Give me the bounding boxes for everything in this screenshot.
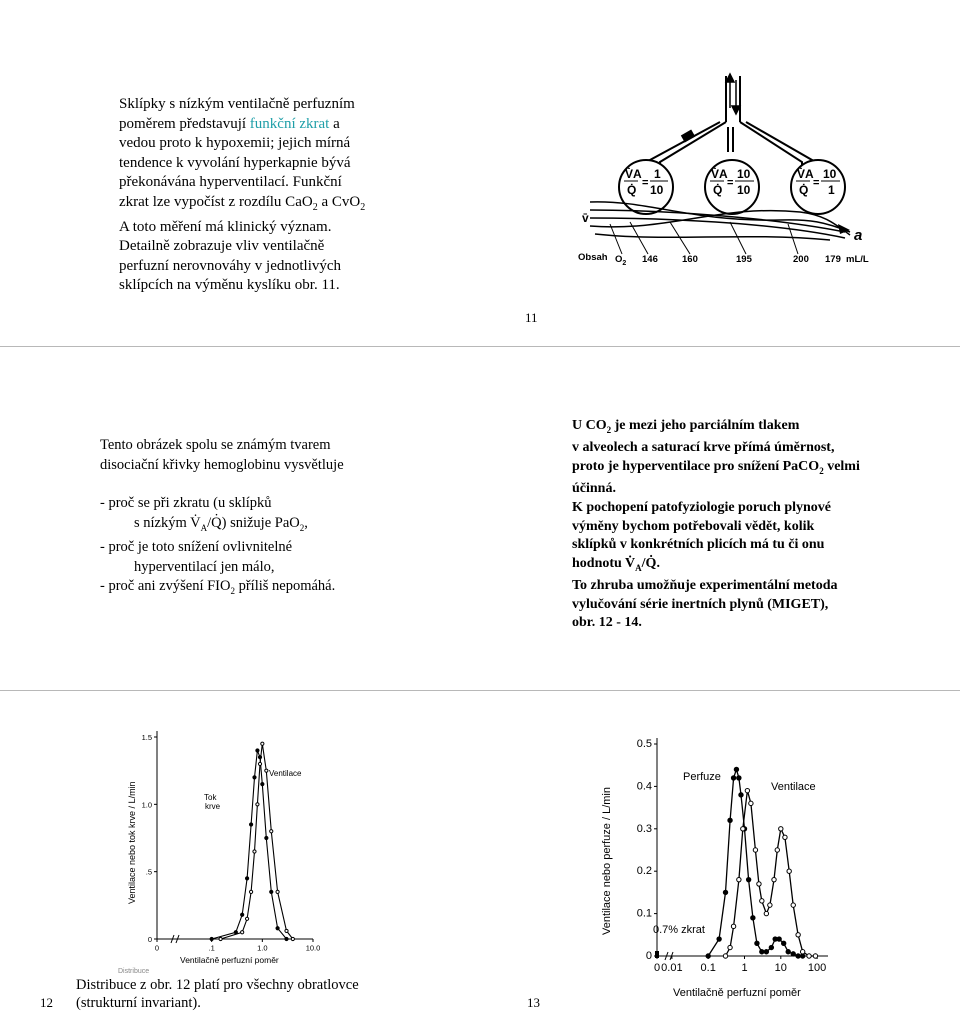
text-run: /Q̇) snižuje PaO xyxy=(207,514,300,531)
x-tick-label: 10 xyxy=(774,962,787,974)
page-number-11: 11 xyxy=(525,310,538,325)
ratio-numerator: 10 xyxy=(737,167,751,181)
data-point xyxy=(800,950,804,954)
text-line: sklípků v konkrétních plicích má tu či onu xyxy=(572,537,825,553)
x-tick-label: 0.01 xyxy=(661,962,683,974)
subscript: 2 xyxy=(299,522,305,533)
flow-label: krve xyxy=(205,802,221,811)
text-line: K pochopení patofyziologie poruch plynové xyxy=(572,499,832,515)
caption-line: (strukturní invariant). xyxy=(76,995,201,1011)
text-line: výměny bychom potřebovali vědět, kolik xyxy=(572,518,815,534)
alveolus-normal xyxy=(705,160,759,214)
ratio-denominator: 1 xyxy=(828,183,835,197)
x-tick-label: 0 xyxy=(154,943,160,953)
text-line: Detailně zobrazuje vliv ventilačně xyxy=(119,238,325,255)
bullet-line xyxy=(100,514,400,538)
o2-value: 200 xyxy=(793,254,809,265)
subscript: 2 xyxy=(606,424,612,435)
y-tick-label: 0.3 xyxy=(636,822,652,835)
text-line: Tento obrázek spolu se známým tvarem xyxy=(100,437,331,453)
content-label: Obsah xyxy=(578,252,608,263)
text-line xyxy=(119,193,419,218)
o2-value: 160 xyxy=(682,254,698,265)
y-tick-label: 0 xyxy=(645,950,652,962)
data-point xyxy=(745,788,749,792)
data-point xyxy=(276,890,279,893)
data-point xyxy=(285,929,288,932)
text-run: velmi xyxy=(823,458,860,474)
caption-line: Distribuce z obr. 12 platí pro všechny obratlovce xyxy=(76,977,359,993)
text-run: hodnotu V̇ xyxy=(572,555,636,571)
figure11-alveoli-diagram xyxy=(570,72,880,272)
data-point xyxy=(728,818,732,822)
y-axis-label: Ventilace nebo tok krve / L/min xyxy=(127,781,137,904)
data-point xyxy=(245,877,248,880)
text-line: perfuzní nerovnováhy v jednotlivých xyxy=(119,257,342,274)
figure12-chart xyxy=(118,722,330,977)
text-run: proto je hyperventilace pro snížení PaCO xyxy=(572,458,820,474)
slide12-left-text xyxy=(100,436,400,602)
text-line: v alveolech a saturací krve přímá úměrnost, xyxy=(572,440,835,456)
equals-sign: = xyxy=(813,177,820,189)
data-point xyxy=(739,793,743,797)
data-point xyxy=(741,827,745,831)
arterial-label: a xyxy=(854,227,863,244)
caption-cut: Distribuce xyxy=(118,968,150,975)
data-point xyxy=(731,924,735,928)
y-tick-label: 0.1 xyxy=(636,907,652,920)
page-number-13: 13 xyxy=(527,995,540,1010)
bullet-line: - proč je toto snížení ovlivnitelné xyxy=(100,539,293,556)
data-point xyxy=(807,954,811,958)
data-point xyxy=(786,950,790,954)
data-point xyxy=(751,916,755,920)
data-point xyxy=(760,899,764,903)
x-axis-label: Ventilačně perfuzní poměr xyxy=(673,987,801,999)
text-run: zkrat lze vypočíst z rozdílu CaO xyxy=(119,193,313,210)
text-run: - proč ani zvýšení FIO xyxy=(100,578,231,595)
text-run: poměrem představují xyxy=(119,115,250,132)
data-point xyxy=(265,836,268,839)
data-point xyxy=(768,903,772,907)
data-point xyxy=(253,850,256,853)
va-label: V̇A xyxy=(625,167,642,181)
va-label: V̇A xyxy=(711,167,728,181)
text-line xyxy=(119,115,419,135)
y-tick-label: .5 xyxy=(145,867,152,877)
text-line: překonávána hyperventilací. Funkční xyxy=(119,174,342,191)
data-point xyxy=(717,937,721,941)
shunt-marker xyxy=(655,951,659,958)
text-run: a xyxy=(329,115,340,132)
data-point xyxy=(285,937,288,940)
subscript: 2 xyxy=(819,465,824,476)
ventilace-label: Ventilace xyxy=(771,781,816,793)
subscript: A xyxy=(635,562,642,573)
y-axis-label: Ventilace nebo perfuze / L/min xyxy=(601,787,613,935)
text-line: vedou proto k hypoxemii; jejich mírná xyxy=(119,135,351,152)
data-point xyxy=(764,911,768,915)
o2-value: 179 xyxy=(825,254,841,265)
va-label: V̇A xyxy=(797,167,814,181)
subscript: 2 xyxy=(230,586,235,597)
subscript: A xyxy=(200,522,208,533)
text-line: Sklípky s nízkým ventilačně perfuzním xyxy=(119,96,355,112)
q-label: Q̇ xyxy=(799,183,809,197)
x-tick-label: 0 xyxy=(653,962,661,974)
page-number-12: 12 xyxy=(40,995,53,1010)
data-point xyxy=(253,776,256,779)
data-point xyxy=(749,801,753,805)
data-point xyxy=(706,954,710,958)
data-point xyxy=(796,933,800,937)
text-run: U CO xyxy=(572,418,607,433)
blank-line xyxy=(100,475,400,494)
y-tick-label: 1.5 xyxy=(141,733,152,742)
data-point xyxy=(261,783,264,786)
y-tick-label: 0.4 xyxy=(636,780,652,793)
ventilation-label: Ventilace xyxy=(269,769,302,778)
o2-value: 146 xyxy=(642,254,658,265)
text-run: příliš nepomáhá. xyxy=(234,578,336,595)
data-point xyxy=(757,882,761,886)
series-line-a xyxy=(212,751,287,940)
data-point xyxy=(265,769,268,772)
separator-top xyxy=(0,346,960,347)
data-point xyxy=(787,869,791,873)
data-point xyxy=(723,890,727,894)
data-point xyxy=(241,931,244,934)
o2-value: 195 xyxy=(736,254,752,265)
text-run: /Q̇. xyxy=(641,555,660,571)
text-line: A toto měření má klinický význam. xyxy=(119,218,332,235)
text-run: je mezi jeho parciálním tlakem xyxy=(611,418,800,433)
series-line-b xyxy=(726,791,816,956)
ratio-denominator: 10 xyxy=(737,183,751,197)
ratio-denominator: 10 xyxy=(650,183,664,197)
data-point xyxy=(210,937,213,940)
subscript: 2 xyxy=(360,201,366,213)
x-tick-label: .1 xyxy=(208,943,215,953)
data-point xyxy=(245,917,248,920)
data-point xyxy=(783,835,787,839)
data-point xyxy=(764,950,768,954)
mixed-venous-label: v̄ xyxy=(582,211,589,225)
data-point xyxy=(772,877,776,881)
data-point xyxy=(755,941,759,945)
equals-sign: = xyxy=(727,177,734,189)
data-point xyxy=(737,877,741,881)
x-tick-label: 0.1 xyxy=(700,962,716,974)
text-line: obr. 12 - 14. xyxy=(572,615,642,631)
data-point xyxy=(219,937,222,940)
data-point xyxy=(256,749,259,752)
data-point xyxy=(813,954,817,958)
slide11-text xyxy=(119,95,419,296)
separator-bottom xyxy=(0,690,960,691)
y-tick-label: 0.5 xyxy=(636,738,652,750)
data-point xyxy=(781,941,785,945)
equals-sign: = xyxy=(642,177,649,189)
y-tick-label: 0.2 xyxy=(636,865,652,878)
x-axis-label: Ventilačně perfuzní poměr xyxy=(180,955,279,965)
functional-shunt-term: funkční zkrat xyxy=(249,115,330,132)
figure13-chart xyxy=(593,728,843,1002)
data-point xyxy=(249,890,252,893)
x-tick-label: 1 xyxy=(741,962,748,974)
data-point xyxy=(241,913,244,916)
airway-obstruction xyxy=(681,130,695,143)
text-run: s nízkým V̇ xyxy=(134,514,201,531)
flow-label: Tok xyxy=(204,793,217,802)
data-point xyxy=(791,952,795,956)
data-point xyxy=(775,848,779,852)
text-line xyxy=(572,555,892,577)
q-label: Q̇ xyxy=(627,183,637,197)
text-line xyxy=(572,417,892,439)
data-point xyxy=(256,803,259,806)
data-point xyxy=(261,742,264,745)
q-label: Q̇ xyxy=(713,183,723,197)
ratio-numerator: 10 xyxy=(823,167,837,181)
data-point xyxy=(769,945,773,949)
o2-label: $O_2$ xyxy=(615,254,627,267)
data-point xyxy=(249,823,252,826)
text-line: účinná. xyxy=(572,481,616,497)
text-line: disociační křivky hemoglobinu vysvětluje xyxy=(100,456,344,473)
bullet-line: hyperventilací jen málo, xyxy=(134,558,275,575)
text-line: To zhruba umožňuje experimentální metoda xyxy=(572,578,838,594)
data-point xyxy=(746,877,750,881)
x-tick-label: 1.0 xyxy=(257,943,268,953)
text-line: sklípcích na výměnu kyslíku obr. 11. xyxy=(119,277,340,294)
data-point xyxy=(777,937,781,941)
unit-label: mL/L xyxy=(846,254,869,265)
text-line: tendence k vyvolání hyperkapnie bývá xyxy=(119,154,351,171)
text-line: vylučování série inertních plynů (MIGET), xyxy=(572,596,829,612)
data-point xyxy=(258,762,261,765)
data-point xyxy=(760,950,764,954)
data-point xyxy=(796,954,800,958)
subscript: 2 xyxy=(312,201,318,213)
data-point xyxy=(734,767,738,771)
bullet-line: - proč se při zkratu (u sklípků xyxy=(100,495,272,512)
x-tick-label: 10.0 xyxy=(305,943,321,953)
figure12-caption xyxy=(76,976,476,1012)
text-line xyxy=(572,458,892,480)
data-point xyxy=(291,937,294,940)
y-tick-label: 1.0 xyxy=(141,800,152,810)
data-point xyxy=(731,776,735,780)
y-tick-label: 0 xyxy=(147,935,152,944)
airway-trunk xyxy=(726,76,740,122)
bullet-line xyxy=(100,577,400,601)
text-run: a CvO xyxy=(317,193,361,210)
x-tick-label: 100 xyxy=(807,962,827,974)
data-point xyxy=(276,927,279,930)
alveolus-high xyxy=(791,160,845,214)
data-point xyxy=(270,830,273,833)
slide12-right-text xyxy=(572,417,892,633)
data-point xyxy=(270,890,273,893)
data-point xyxy=(753,848,757,852)
text-run: , xyxy=(304,514,308,531)
data-point xyxy=(791,903,795,907)
airway-arrows xyxy=(726,74,740,114)
data-point xyxy=(737,776,741,780)
perfuze-label: Perfuze xyxy=(683,771,721,783)
ratio-numerator: 1 xyxy=(654,167,661,181)
data-point xyxy=(779,827,783,831)
data-point xyxy=(728,945,732,949)
data-point xyxy=(723,954,727,958)
shunt-label: 0.7% zkrat xyxy=(653,924,705,936)
